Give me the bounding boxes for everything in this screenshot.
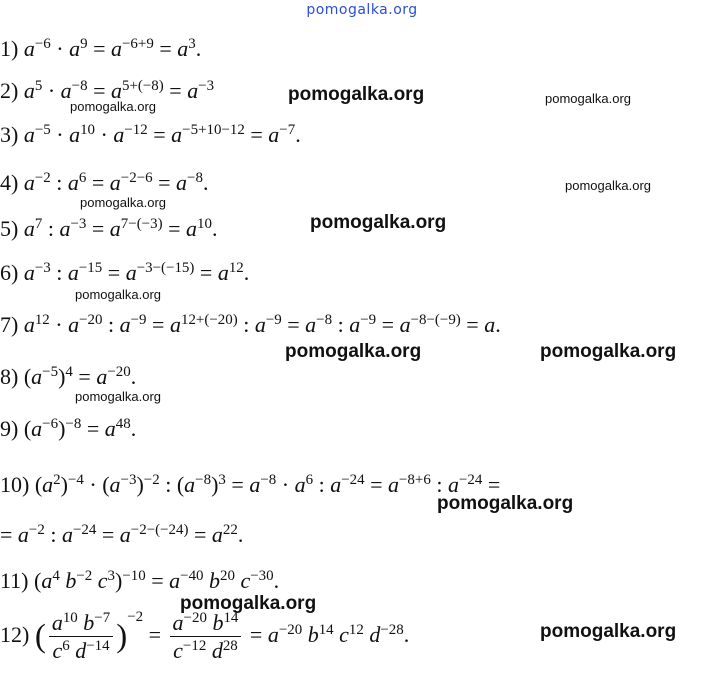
watermark: pomogalka.org	[180, 593, 317, 614]
equation-line-2: 2) $a^5 \cdot a^{-8} = a^{5+(-8)} = a^{-3}$	[0, 77, 215, 103]
equation-line-12: 12) ( $\frac{a^{10} b^{-7}}{c^6 d^{-14}}$ )$^{-2}$ = $\frac{a^{-20} b^{14}}{c^{-12} d^{28}}$ = $a^{-20}$ $b^{14}$ $c^{12}$ $d^{-28}$.	[0, 609, 410, 663]
equation-line-3: 3) $a^{-5} \cdot a^{10} \cdot a^{-12} = a^{-5+10-12} = a^{-7}$.	[0, 121, 301, 147]
equation-line-10: 10) $(a^2)^{-4} \cdot (a^{-3})^{-2}$ : $(a^{-8})^3 = a^{-8} \cdot a^6$ : $a^{-24} = a^{-8+6}$ : $a^{-24}$ =	[0, 471, 501, 497]
watermark: pomogalka.org	[540, 341, 677, 362]
watermark: pomogalka.org	[285, 341, 422, 362]
watermark: pomogalka.org	[545, 91, 631, 106]
equation-line-5: 5) $a^7$ : $a^{-3} = a^{7-(-3)} = a^{10}$.	[0, 215, 218, 241]
equation-line-6: 6) $a^{-3}$ : $a^{-15} = a^{-3-(-15)} = a^{12}$.	[0, 259, 250, 285]
watermark: pomogalka.org	[70, 99, 156, 114]
equation-line-7: 7) $a^{12} \cdot a^{-20}$ : $a^{-9} = a^{12+(-20)}$ : $a^{-9} = a^{-8}$ : $a^{-9} = a^{-8-(-9)} = a$.	[0, 311, 501, 337]
watermark: pomogalka.org	[75, 287, 161, 302]
watermark: pomogalka.org	[75, 389, 161, 404]
watermark: pomogalka.org	[288, 84, 425, 105]
equation-line-11: 11) ($a^4$ $b^{-2}$ $c^3)^{-10} = a^{-40}$ $b^{20}$ $c^{-30}$.	[0, 567, 280, 593]
watermark: pomogalka.org	[437, 493, 574, 514]
watermark: pomogalka.org	[80, 195, 166, 210]
watermark: pomogalka.org	[310, 212, 447, 233]
watermark: pomogalka.org	[565, 178, 651, 193]
equation-line-10-continued: = $a^{-2}$ : $a^{-24} = a^{-2-(-24)} = a^{22}$.	[0, 521, 244, 547]
watermark: pomogalka.org	[540, 621, 677, 642]
equation-line-9: 9) $(a^{-6})^{-8} = a^{48}$.	[0, 415, 137, 441]
equation-line-1: 1) $a^{-6} \cdot a^9 = a^{-6+9} = a^3$.	[0, 35, 202, 61]
equation-line-4: 4) $a^{-2}$ : $a^6 = a^{-2-6} = a^{-8}$.	[0, 169, 209, 195]
site-header-link[interactable]: pomogalka.org	[306, 2, 418, 18]
equation-line-8: 8) $(a^{-5})^4 = a^{-20}$.	[0, 363, 137, 389]
